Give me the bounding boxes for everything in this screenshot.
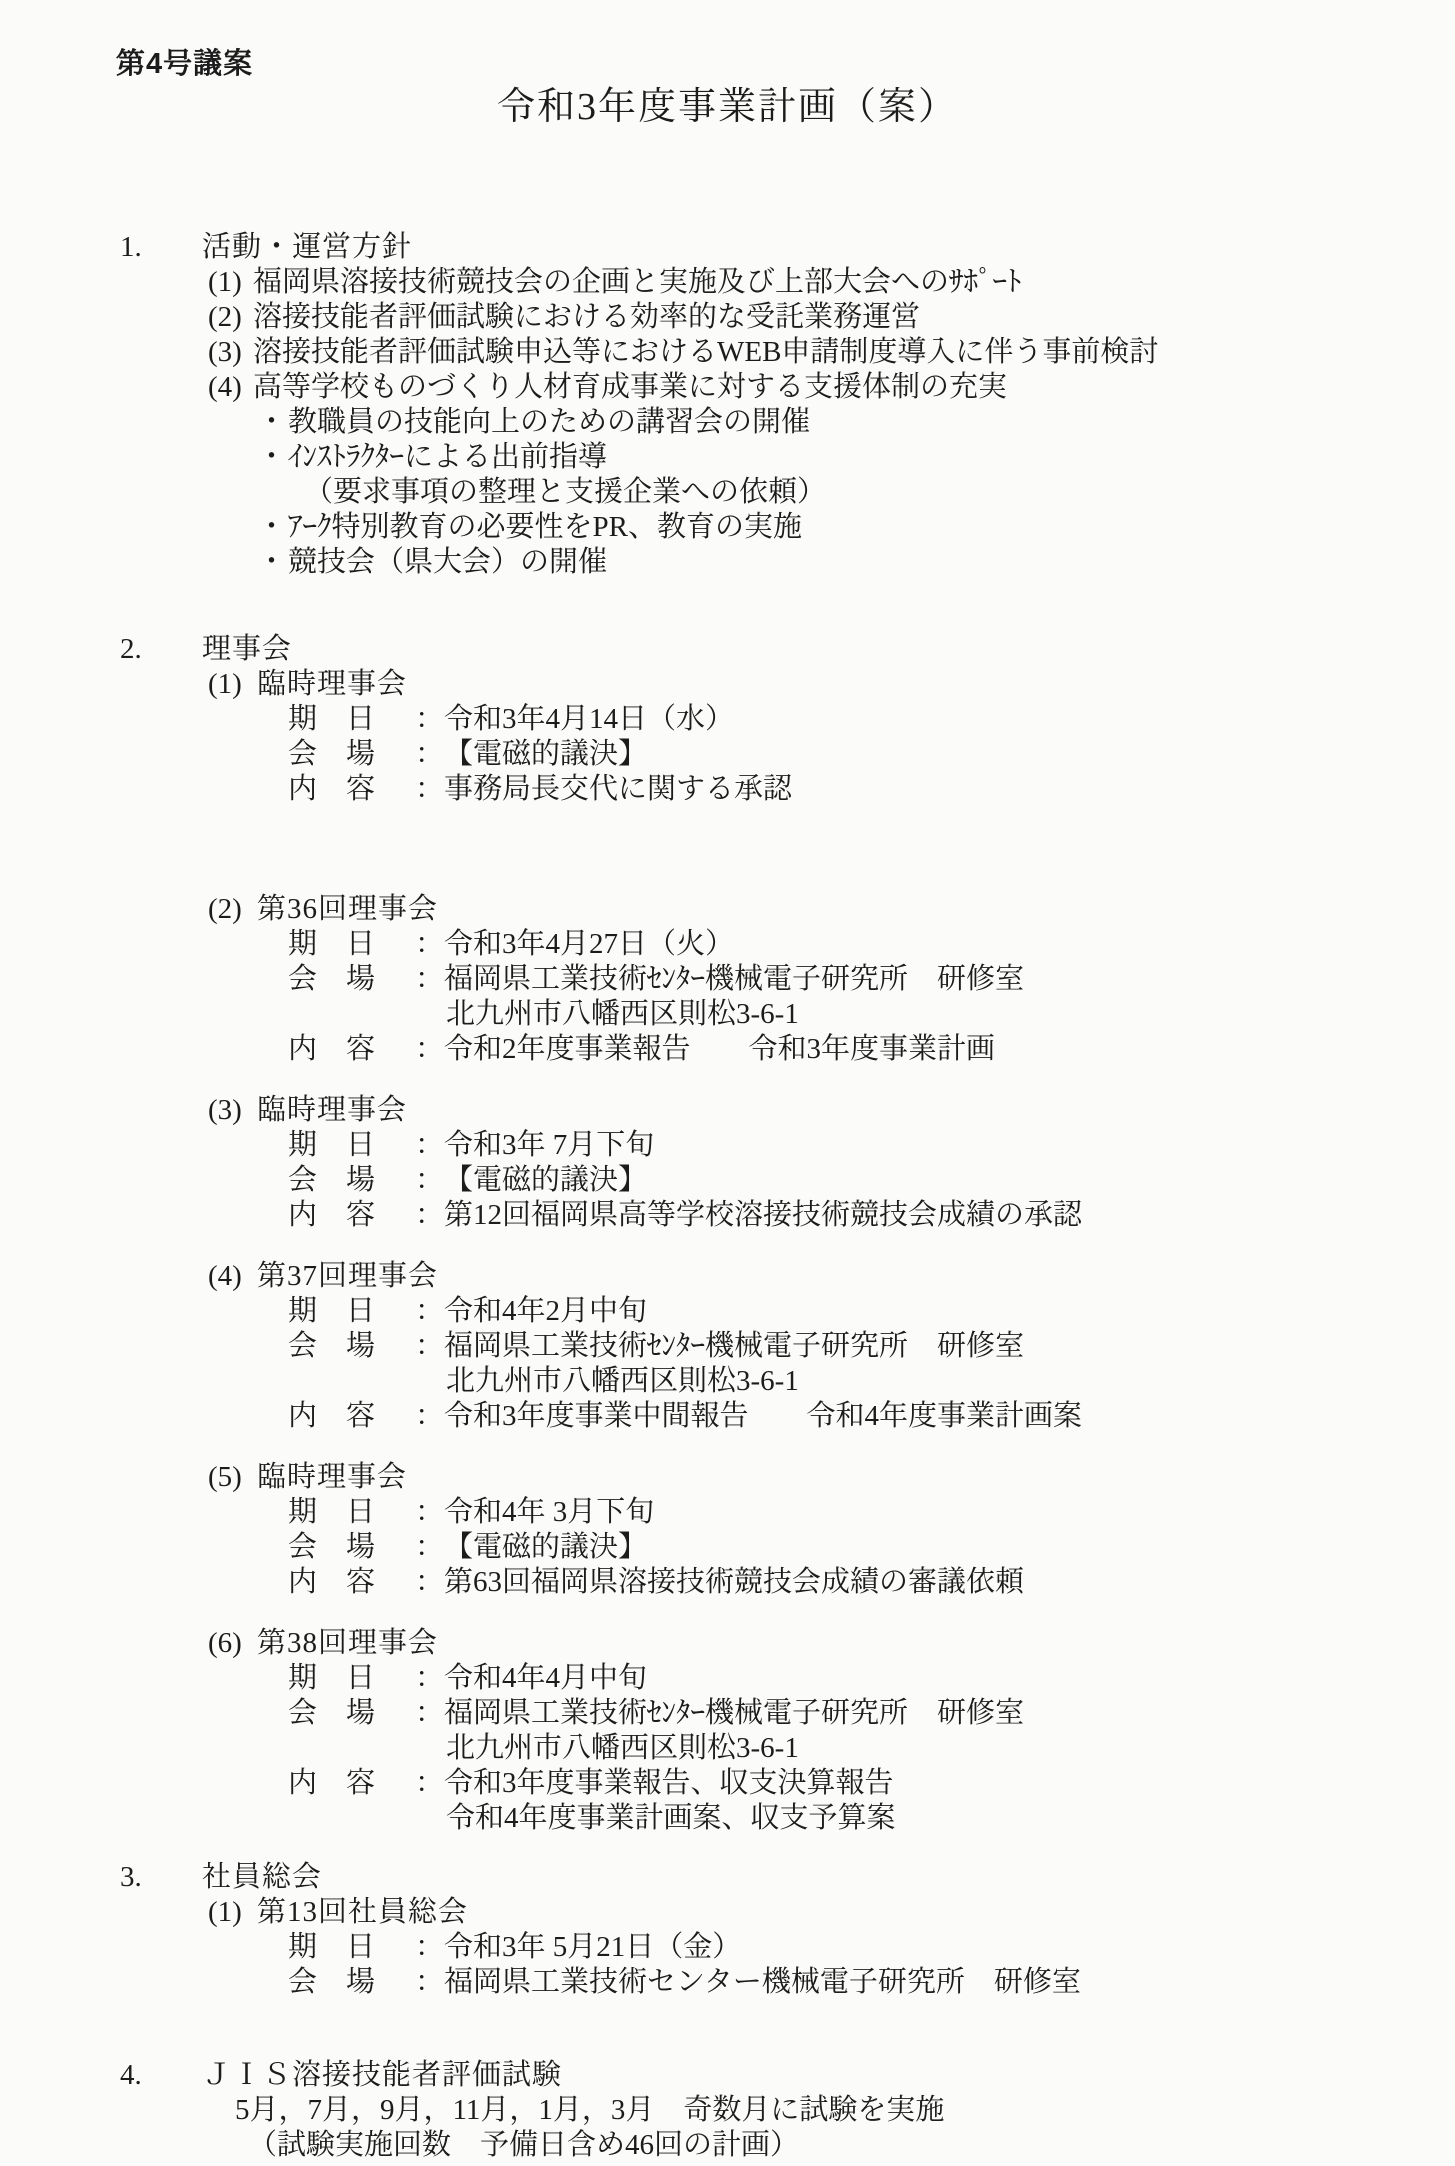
section-heading [0, 230, 1455, 265]
meeting-name: 第37回理事会 [257, 1260, 439, 1292]
row-value: 第12回福岡県高等学校溶接技術競技会成績の承認 [444, 1199, 1083, 1231]
section-jis-evaluation-test [0, 2058, 1455, 2163]
meeting-row-date [0, 702, 1455, 737]
row-separator: ： [415, 1129, 445, 1161]
row-label: 内 容 [288, 1199, 376, 1231]
meeting-name: 臨時理事会 [257, 668, 408, 700]
row-separator: ： [415, 963, 445, 995]
section-number: 3. [120, 1861, 142, 1893]
bullet-text: 教職員の技能向上のための講習会の開催 [288, 406, 811, 438]
meeting-row-date [0, 1128, 1455, 1163]
row-label: 期 日 [288, 1496, 376, 1528]
row-separator: ： [415, 1966, 445, 1998]
row-separator [421, 1731, 446, 1766]
section-board-meetings [0, 632, 1455, 1836]
meeting-row-content [0, 772, 1455, 807]
row-value: 福岡県工業技術ｾﾝﾀｰ機械電子研究所 研修室 [444, 1697, 1025, 1729]
meeting-row-content [0, 1565, 1455, 1600]
row-label: 内 容 [288, 773, 376, 805]
row-label: 会 場 [288, 738, 376, 770]
meeting-heading [0, 1460, 1455, 1495]
meeting-heading [0, 1626, 1455, 1661]
meeting-block [0, 1093, 1455, 1233]
item-text: 高等学校ものづくり人材育成事業に対する支援体制の充実 [253, 371, 1008, 403]
row-label: 期 日 [288, 1931, 376, 1963]
bullet-marker: ・ [257, 441, 287, 473]
row-separator: ： [415, 1033, 445, 1065]
section-number: 4. [120, 2059, 142, 2091]
meeting-number: (6) [208, 1627, 242, 1659]
row-separator: ： [415, 1400, 445, 1432]
row-value: 令和3年4月27日（火） [444, 928, 735, 960]
row-separator [421, 1364, 446, 1399]
row-separator: ： [415, 1496, 445, 1528]
bullet-text: ｱｰｸ特別教育の必要性をPR、教育の実施 [288, 511, 802, 543]
meeting-heading [0, 667, 1455, 702]
meeting-row-venue [0, 962, 1455, 997]
row-separator: ： [415, 773, 445, 805]
bullet-item [0, 405, 1455, 440]
meeting-heading [0, 1259, 1455, 1294]
meeting-row-venue [0, 1163, 1455, 1198]
row-value: 【電磁的議決】 [444, 1531, 648, 1563]
meeting-row-date [0, 1661, 1455, 1696]
meeting-block [0, 1460, 1455, 1600]
row-value: 福岡県工業技術ｾﾝﾀｰ機械電子研究所 研修室 [444, 1330, 1025, 1362]
row-label [288, 997, 384, 1032]
item-number: (4) [208, 371, 242, 403]
section-heading [0, 2058, 1455, 2093]
meeting-row-date [0, 1930, 1455, 1965]
meeting-row-venue-address [0, 1731, 1455, 1766]
item-number: (3) [208, 336, 242, 368]
meeting-row-venue [0, 1329, 1455, 1364]
section-number: 1. [120, 231, 142, 263]
row-label: 内 容 [288, 1400, 376, 1432]
section-general-assembly [0, 1860, 1455, 2000]
bullet-marker: ・ [257, 406, 287, 438]
meeting-heading [0, 892, 1455, 927]
bullet-text: 競技会（県大会）の開催 [288, 546, 608, 578]
bullet-item [0, 510, 1455, 545]
row-separator: ： [415, 738, 445, 770]
row-label: 会 場 [288, 1697, 376, 1729]
row-value: 令和3年 7月下旬 [444, 1129, 655, 1161]
row-value: 【電磁的議決】 [444, 738, 648, 770]
section-title: 社員総会 [202, 1861, 323, 1893]
document-issue-label: 第4号議案 [116, 48, 254, 80]
list-item [0, 265, 1455, 300]
meeting-row-venue [0, 1530, 1455, 1565]
meeting-number: (1) [208, 1896, 242, 1928]
meeting-row-date [0, 927, 1455, 962]
row-separator: ： [415, 1295, 445, 1327]
bullet-text: （要求事項の整理と支援企業への依頼） [304, 476, 827, 508]
row-label: 期 日 [288, 1662, 376, 1694]
row-label [288, 1801, 384, 1836]
row-label: 会 場 [288, 1966, 376, 1998]
row-value: 北九州市八幡西区則松3-6-1 [446, 1365, 799, 1397]
bullet-marker: ・ [257, 546, 287, 578]
row-label: 期 日 [288, 703, 376, 735]
row-label: 会 場 [288, 1330, 376, 1362]
meeting-number: (3) [208, 1094, 242, 1126]
bullet-marker [257, 475, 304, 510]
item-text: 福岡県溶接技術競技会の企画と実施及び上部大会へのｻﾎﾟｰﾄ [253, 266, 1022, 298]
bullet-item [0, 545, 1455, 580]
meeting-row-venue [0, 1696, 1455, 1731]
row-label: 会 場 [288, 963, 376, 995]
row-label [288, 1364, 384, 1399]
row-value: 福岡県工業技術センター機械電子研究所 研修室 [444, 1966, 1081, 1998]
row-separator: ： [415, 1330, 445, 1362]
row-value: 第63回福岡県溶接技術競技会成績の審議依頼 [444, 1566, 1025, 1598]
row-separator: ： [415, 928, 445, 960]
section-title: ＪＩＳ溶接技能者評価試験 [202, 2059, 563, 2091]
bullet-continuation [0, 475, 1455, 510]
meeting-heading [0, 1895, 1455, 1930]
list-item [0, 300, 1455, 335]
document-title: 令和3年度事業計画（案） [496, 86, 958, 128]
row-label: 内 容 [288, 1767, 376, 1799]
row-separator: ： [415, 1767, 445, 1799]
item-number: (2) [208, 301, 242, 333]
meeting-number: (4) [208, 1260, 242, 1292]
row-separator: ： [415, 1164, 445, 1196]
row-separator: ： [415, 1199, 445, 1231]
item-text: 溶接技能者評価試験における効率的な受託業務運営 [253, 301, 921, 333]
meeting-name: 第38回理事会 [257, 1627, 439, 1659]
meeting-row-venue [0, 1965, 1455, 2000]
bullet-text: ｲﾝｽﾄﾗｸﾀｰによる出前指導 [288, 441, 608, 473]
meeting-row-content [0, 1399, 1455, 1434]
section-title: 活動・運営方針 [202, 231, 413, 263]
row-value: 令和4年4月中旬 [444, 1662, 648, 1694]
row-value: 令和4年2月中旬 [444, 1295, 648, 1327]
list-item [0, 370, 1455, 405]
row-value: 令和3年度事業中間報告 令和4年度事業計画案 [444, 1400, 1083, 1432]
row-separator: ： [415, 1931, 445, 1963]
row-value: 令和4年 3月下旬 [444, 1496, 655, 1528]
test-count-line: （試験実施回数 予備日含め46回の計画） [248, 2129, 800, 2161]
row-value: 令和3年度事業報告、収支決算報告 [444, 1767, 894, 1799]
row-separator [421, 1801, 446, 1836]
row-value: 福岡県工業技術ｾﾝﾀｰ機械電子研究所 研修室 [444, 963, 1025, 995]
row-value: 【電磁的議決】 [444, 1164, 648, 1196]
section-title: 理事会 [202, 633, 293, 665]
row-label [288, 1731, 384, 1766]
meeting-row-venue-address [0, 997, 1455, 1032]
section-number: 2. [120, 633, 142, 665]
item-text: 溶接技能者評価試験申込等におけるWEB申請制度導入に伴う事前検討 [253, 336, 1159, 368]
section-activity-policy [0, 230, 1455, 580]
meeting-row-content [0, 1198, 1455, 1233]
meeting-number: (5) [208, 1461, 242, 1493]
row-value: 令和3年4月14日（水） [444, 703, 735, 735]
meeting-block [0, 1259, 1455, 1434]
row-separator [421, 997, 446, 1032]
row-separator: ： [415, 1566, 445, 1598]
row-separator: ： [415, 703, 445, 735]
meeting-block [0, 1895, 1455, 2000]
section-heading [0, 632, 1455, 667]
row-separator: ： [415, 1697, 445, 1729]
meeting-name: 臨時理事会 [257, 1461, 408, 1493]
meeting-block [0, 892, 1455, 1067]
meeting-row-content-continuation [0, 1801, 1455, 1836]
meeting-number: (2) [208, 893, 242, 925]
row-value: 北九州市八幡西区則松3-6-1 [446, 998, 799, 1030]
row-separator: ： [415, 1531, 445, 1563]
meeting-row-venue-address [0, 1364, 1455, 1399]
row-value: 令和4年度事業計画案、収支予算案 [446, 1802, 896, 1834]
section-heading [0, 1860, 1455, 1895]
meeting-name: 第13回社員総会 [257, 1896, 469, 1928]
test-schedule-line: 5月，7月，9月，11月，1月，3月 奇数月に試験を実施 [235, 2094, 945, 2126]
bullet-marker: ・ [257, 511, 287, 543]
list-item [0, 335, 1455, 370]
row-label: 期 日 [288, 1295, 376, 1327]
meeting-row-content [0, 1032, 1455, 1067]
meeting-row-content [0, 1766, 1455, 1801]
row-value: 令和3年 5月21日（金） [444, 1931, 742, 1963]
row-label: 内 容 [288, 1033, 376, 1065]
row-value: 事務局長交代に関する承認 [444, 773, 793, 805]
row-label: 会 場 [288, 1531, 376, 1563]
row-value: 北九州市八幡西区則松3-6-1 [446, 1732, 799, 1764]
meeting-row-date [0, 1294, 1455, 1329]
row-label: 期 日 [288, 1129, 376, 1161]
item-number: (1) [208, 266, 242, 298]
meeting-block [0, 1626, 1455, 1836]
bullet-item [0, 440, 1455, 475]
meeting-row-date [0, 1495, 1455, 1530]
meeting-heading [0, 1093, 1455, 1128]
row-label: 期 日 [288, 928, 376, 960]
row-label: 内 容 [288, 1566, 376, 1598]
meeting-name: 臨時理事会 [257, 1094, 408, 1126]
row-label: 会 場 [288, 1164, 376, 1196]
meeting-block [0, 667, 1455, 807]
meeting-number: (1) [208, 668, 242, 700]
meeting-name: 第36回理事会 [257, 893, 439, 925]
row-separator: ： [415, 1662, 445, 1694]
meeting-row-venue [0, 737, 1455, 772]
row-value: 令和2年度事業報告 令和3年度事業計画 [444, 1033, 996, 1065]
